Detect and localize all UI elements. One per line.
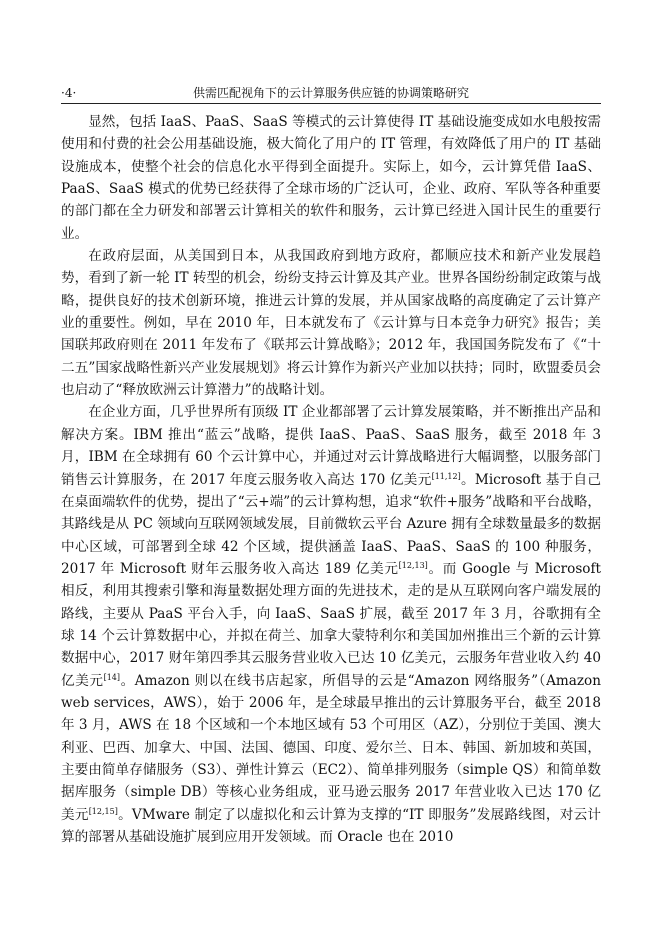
body-text bbox=[61, 111, 601, 848]
page-header bbox=[61, 84, 601, 102]
citation: [12,15] bbox=[88, 806, 118, 816]
citation: [14] bbox=[103, 672, 121, 682]
paragraph-cloud-infrastructure: 显然，包括 IaaS、PaaS、SaaS 等模式的云计算使得 IT 基础设施变成如水电般按需使用和付费的社会公用基础设施，极大简化了用户的 IT 管理，有效降低了用户的 IT 基础设施成本，使整个社会的信息化水平得到全面提升。实际上，如今，云计算凭借 IaaS、PaaS、SaaS 模式的优势已经获得了全球市场的广泛认可，企业、政府、军队等各种重要的部门都在全力研发和部署云计算相关的软件和服务，云计算已经进入国计民生的重要行业。 bbox=[61, 114, 601, 242]
text-segment: 。Amazon 则以在线书店起家，所倡导的云是“Amazon 网络服务”（Amazon web services，AWS），始于 2006 年，是全球最早推出的云计算服务平台，截至 2018 年 3 月，AWS 在 18 个区域和一个本地区域有 53 个可用区（AZ），分别位于美国、澳大利亚、巴西、加拿大、中国、法国、德国、印度、爱尔兰、日本、韩国、新加坡和英国，主要由简单存储服务（S3）、弹性计算云（EC2）、简单排列服务（simple QS）和简单数据库服务（simple DB）等核心业务组成，亚马逊云服务 2017 年营业收入已达 170 亿美元 bbox=[61, 672, 602, 823]
text-segment: 在企业方面，几乎世界所有顶级 IT 企业都部署了云计算发展策略，并不断推出产品和解决方案。IBM 推出“蓝云”战略，提供 IaaS、PaaS、SaaS 服务，截至 2018 年 3 月，IBM 在全球拥有 60 个云计算中心，并通过对云计算战略进行大幅调整，以服务部门销售云计算服务，在 2017 年度云服务收入高达 170 亿美元 bbox=[61, 404, 601, 488]
text-segment: 。Microsoft 基于自己在桌面端软件的优势，提出了“云+端”的云计算构想，追求“软件+服务”战略和平台战略，其路线是从 PC 领域向互联网领域发展，目前微软云平台 Azure 拥有全球数量最多的数据中心区域，可部署到全球 42 个区域，提供涵盖 IaaS、PaaS、SaaS 的 100 种服务，2017 年 Microsoft 财年云服务收入高达 189 亿美元 bbox=[61, 471, 601, 577]
paragraph-enterprise bbox=[61, 401, 601, 848]
page-number: ·4· bbox=[61, 86, 77, 100]
citation: [11,12] bbox=[431, 471, 461, 481]
paragraph-government-policy: 在政府层面，从美国到日本，从我国政府到地方政府，都顺应技术和新产业发展趋势，看到了新一轮 IT 转型的机会，纷纷支持云计算及其产业。世界各国纷纷制定政策与战略，提供良好的技术创新环境，推进云计算的发展，并从国家战略的高度确定了云计算产业的重要性。例如，早在 2010 年，日本就发布了《云计算与日本竞争力研究》报告；美国联邦政府则在 2011 年发布了《联邦云计算战略》；2012 年，我国国务院发布了《“十二五”国家战略性新兴产业发展规划》将云计算作为新兴产业加以扶持；同时，欧盟委员会也启动了“释放欧洲云计算潜力”的战略计划。 bbox=[61, 248, 601, 399]
text-segment: 。VMware 制定了以虚拟化和云计算为支撑的“IT 即服务”发展路线图，对云计算的部署从基础设施扩展到应用开发领域。而 Oracle 也在 2010 bbox=[61, 806, 602, 845]
citation: [12,13] bbox=[398, 560, 428, 570]
running-title: 供需匹配视角下的云计算服务供应链的协调策略研究 bbox=[192, 86, 469, 100]
text-segment: 。而 Google 与 Microsoft 相反，利用其搜索引擎和海量数据处理方面的先进技术，走的是从互联网向客户端发展的路线，主要从 PaaS 平台入手，向 IaaS、SaaS 扩展，截至 2017 年 3 月，谷歌拥有全球 14 个云计算数据中心，并拟在荷兰、加拿大蒙特利尔和美国加州推出三个新的云计算数据中心，2017 财年第四季其云服务营业收入已达 10 亿美元，云服务年营业收入约 40 亿美元 bbox=[61, 560, 601, 689]
header-rule bbox=[61, 103, 601, 104]
